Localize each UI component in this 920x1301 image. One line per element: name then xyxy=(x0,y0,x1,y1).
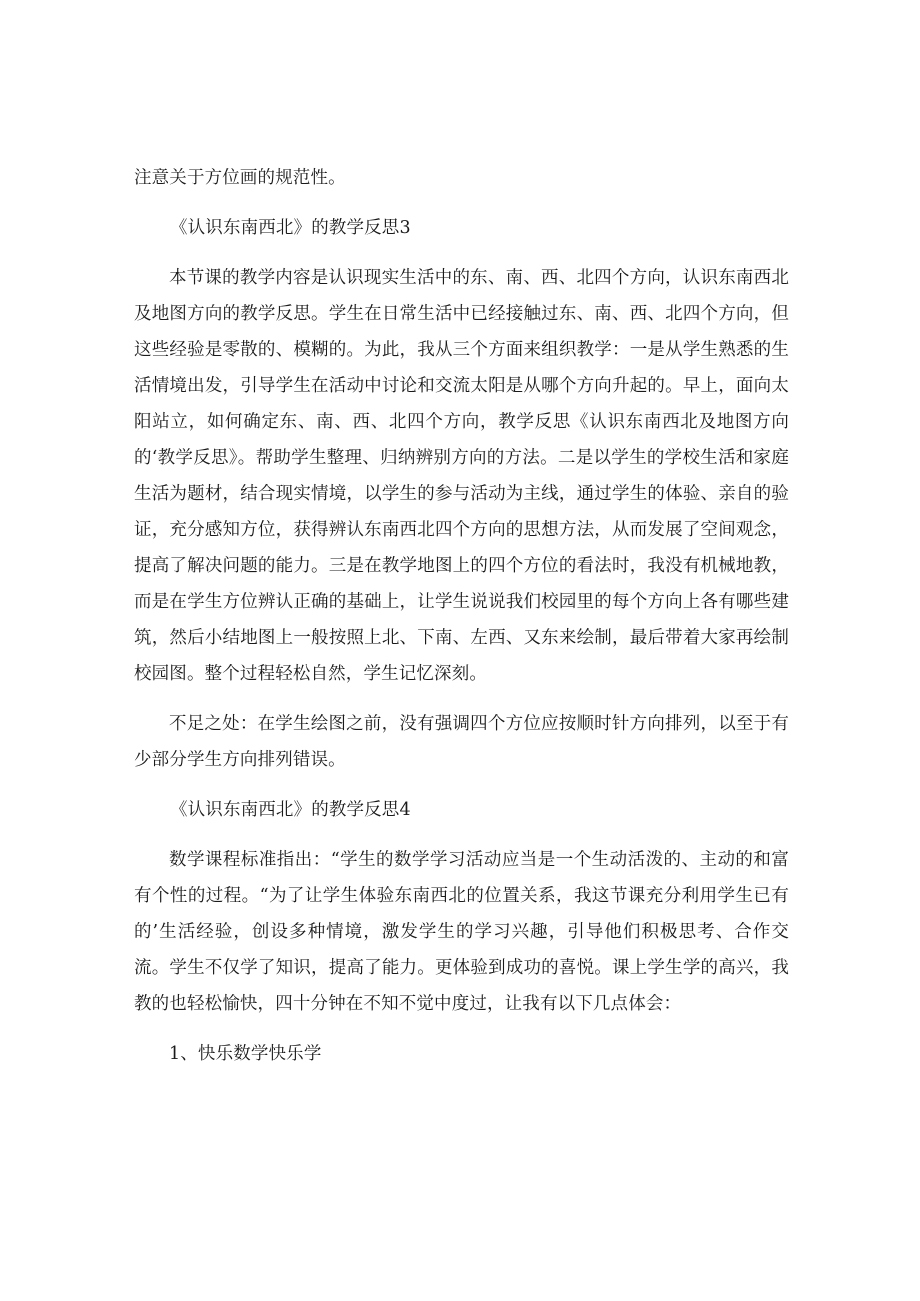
section-heading-3: 《认识东南西北》的教学反思3 xyxy=(170,218,411,238)
section-heading-4: 《认识东南西北》的教学反思4 xyxy=(170,800,411,820)
document-body xyxy=(134,160,789,1072)
paragraph-shortcomings: 不足之处：在学生绘图之前，没有强调四个方位应按顺时针方向排列，以至于有少部分学生方向排列错误。 xyxy=(134,714,789,770)
paragraph-reflection-3: 本节课的教学内容是认识现实生活中的东、南、西、北四个方向，认识东南西北及地图方向的教学反思。学生在日常生活中已经接触过东、南、西、北四个方向，但这些经验是零散的、模糊的。为此，我从三个方面来组织教学：一是从学生熟悉的生活情境出发，引导学生在活动中讨论和交流太阳是从哪个方向升起的。早上，面向太阳站立，如何确定东、南、西、北四个方向，教学反思《认识东南西北及地图方向的‘教学反思》。帮助学生整理、归纳辨别方向的方法。二是以学生的学校生活和家庭生活为题材，结合现实情境，以学生的参与活动为主线，通过学生的体验、亲自的验证，充分感知方位，获得辨认东南西北四个方向的思想方法，从而发展了空间观念，提高了解决问题的能力。三是在教学地图上的四个方位的看法时，我没有机械地教，而是在学生方位辨认正确的基础上，让学生说说我们校园里的每个方向上各有哪些建筑，然后小结地图上一般按照上北、下南、左西、又东来绘制，最后带着大家再绘制校园图。整个过程轻松自然，学生记忆深刻。 xyxy=(134,268,789,684)
paragraph-reflection-4: 数学课程标准指出：“学生的数学学习活动应当是一个生动活泼的、主动的和富有个性的过程。“为了让学生体验东南西北的位置关系，我这节课充分利用学生已有的’生活经验，创设多种情境，激发学生的学习兴趣，引导他们积极思考、合作交流。学生不仅学了知识，提高了能力。更体验到成功的喜悦。课上学生学的高兴，我教的也轻松愉快，四十分钟在不知不觉中度过，让我有以下几点体会： xyxy=(134,850,789,1014)
list-item-1: 1、快乐数学快乐学 xyxy=(169,1044,322,1064)
paragraph-continued: 注意关于方位画的规范性。 xyxy=(134,168,346,188)
